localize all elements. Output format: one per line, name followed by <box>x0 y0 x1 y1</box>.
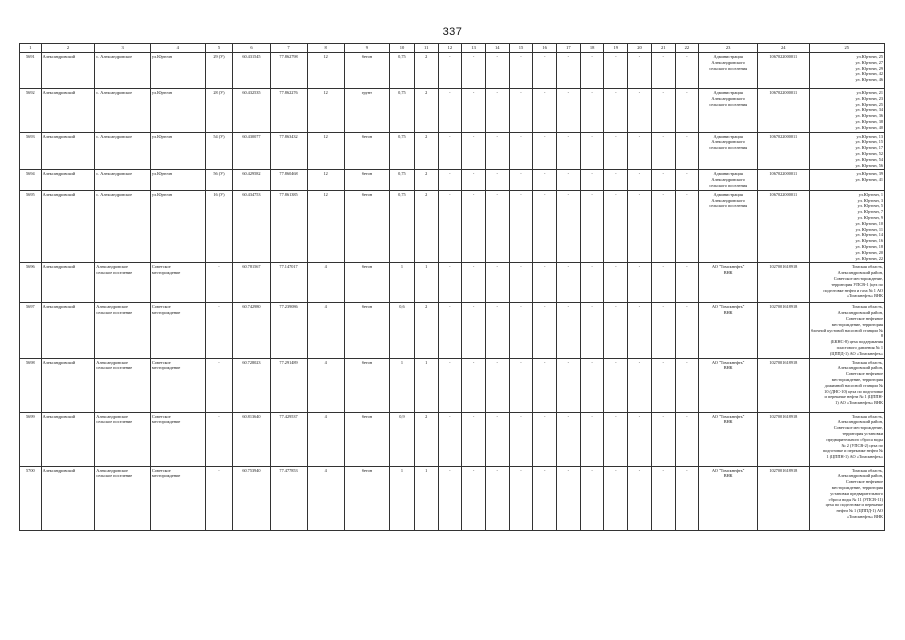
table-cell: - <box>580 170 604 190</box>
table-cell: - <box>557 132 581 170</box>
table-cell: - <box>462 132 486 170</box>
table-cell: 1 <box>390 358 415 412</box>
page-number: 337 <box>442 26 463 38</box>
table-cell: - <box>462 412 486 466</box>
table-cell: - <box>675 89 699 133</box>
table-cell: - <box>675 466 699 530</box>
table-cell: бетон <box>344 358 389 412</box>
table-cell: 4 <box>307 303 344 358</box>
table-cell: 5695 <box>20 190 42 263</box>
table-cell: ул.Юрточн, 1 ул. Юрточн, 3 ул. Юрточн, 5 ул. Юрточн, 7 ул. Юрточн, 9 ул. Юрточн, 10 ул. Юрточн, 11 ул. Юрточн, 14 ул. Юрточн, 16 ул. Юрточн, 18 ул. Юрточн, 20 ул. Юрточн, 22 <box>809 190 884 263</box>
table-cell: - <box>675 412 699 466</box>
table-cell: 77.291489 <box>270 358 307 412</box>
table-cell: 1067022000011 <box>758 170 810 190</box>
header-cell-13: 13 <box>462 44 486 53</box>
table-cell: 1027001618918 <box>758 263 810 303</box>
table-cell: 5697 <box>20 303 42 358</box>
table-cell: 77.862276 <box>270 89 307 133</box>
table-cell: 60.432535 <box>233 89 270 133</box>
table-cell: 12 <box>307 89 344 133</box>
table-cell: с. Александровское <box>95 89 151 133</box>
table-cell: 1027001618918 <box>758 466 810 530</box>
table-cell: Администрация Александровского сельского поселения <box>699 132 758 170</box>
table-cell: - <box>604 466 628 530</box>
table-cell: АО "Томскнефть" ВНК <box>699 358 758 412</box>
table-cell: 54 (У) <box>205 132 233 170</box>
table-cell: - <box>628 412 652 466</box>
table-cell: - <box>651 53 675 89</box>
table-row <box>20 466 885 530</box>
table-cell: - <box>651 358 675 412</box>
table-cell: - <box>675 303 699 358</box>
table-cell: Александровский <box>41 190 95 263</box>
table-cell: - <box>485 53 509 89</box>
table-cell: 2 <box>414 89 438 133</box>
header-cell-17: 17 <box>557 44 581 53</box>
table-cell: Советское месторождение <box>150 303 205 358</box>
table-cell: - <box>462 170 486 190</box>
table-cell: - <box>628 170 652 190</box>
table-cell: - <box>580 89 604 133</box>
table-cell: - <box>651 132 675 170</box>
header-cell-25: 25 <box>809 44 884 53</box>
table-cell: Александровский <box>41 466 95 530</box>
table-row <box>20 412 885 466</box>
table-cell: - <box>533 170 557 190</box>
table-cell: - <box>462 466 486 530</box>
table-cell: Александровский <box>41 303 95 358</box>
table-cell: 0,75 <box>390 89 415 133</box>
table-cell: 29 (У) <box>205 53 233 89</box>
table-cell: 2 <box>414 170 438 190</box>
table-cell: Томская область, Александровский район, Советское месторождение, территория УПСВ-1 (цех по подготовке нефти и газа № 1 АО «Томскнефть» ВНК <box>809 263 884 303</box>
table-cell: - <box>580 132 604 170</box>
table-cell: - <box>485 263 509 303</box>
table-cell: бетон <box>344 466 389 530</box>
table-cell: - <box>485 170 509 190</box>
table-cell: Александровское сельское поселение <box>95 466 151 530</box>
table-cell: - <box>580 263 604 303</box>
header-row <box>20 44 885 53</box>
header-cell-21: 21 <box>651 44 675 53</box>
table-cell: 1 <box>390 466 415 530</box>
table-cell: Александровский <box>41 132 95 170</box>
table-cell: 5699 <box>20 412 42 466</box>
table-cell: - <box>438 89 462 133</box>
table-cell: 16 (У) <box>205 190 233 263</box>
table-cell: Александровский <box>41 170 95 190</box>
register-table <box>19 43 885 531</box>
table-cell: ул.Юрточн <box>150 170 205 190</box>
table-cell: ул.Юрточн, 13 ул. Юрточн, 15 ул. Юрточн, 17 ул. Юрточн, 52 ул. Юрточн, 54 ул. Юрточн, 56 <box>809 132 884 170</box>
table-cell: - <box>509 53 533 89</box>
table-cell: - <box>205 358 233 412</box>
table-cell: 60.434753 <box>233 190 270 263</box>
table-cell: - <box>462 358 486 412</box>
table-cell: - <box>651 190 675 263</box>
table-body <box>20 53 885 530</box>
table-cell: с. Александровское <box>95 190 151 263</box>
header-cell-15: 15 <box>509 44 533 53</box>
table-cell: 0,75 <box>390 132 415 170</box>
table-cell: - <box>675 190 699 263</box>
table-cell: Администрация Александровского сельского поселения <box>699 53 758 89</box>
table-cell: - <box>651 89 675 133</box>
table-cell: 77.860468 <box>270 170 307 190</box>
table-cell: 2 <box>414 303 438 358</box>
table-cell: - <box>651 466 675 530</box>
table-cell: 77.429537 <box>270 412 307 466</box>
table-cell: 77.147017 <box>270 263 307 303</box>
table-cell: - <box>533 263 557 303</box>
table-cell: бетон <box>344 53 389 89</box>
table-cell: - <box>485 89 509 133</box>
table-cell: - <box>438 132 462 170</box>
table-cell: Советское месторождение <box>150 358 205 412</box>
table-cell: 77.863432 <box>270 132 307 170</box>
table-cell: 60.728023 <box>233 358 270 412</box>
table-cell: 12 <box>307 132 344 170</box>
table-cell: - <box>628 89 652 133</box>
table-cell: 60.429582 <box>233 170 270 190</box>
table-cell: 2 <box>414 190 438 263</box>
table-cell: Советское месторождение <box>150 412 205 466</box>
table-cell: - <box>557 358 581 412</box>
table-cell: Александровское сельское поселение <box>95 412 151 466</box>
table-cell: - <box>438 412 462 466</box>
table-cell: - <box>580 358 604 412</box>
table-cell: ул.Юрточн, 21 ул. Юрточн, 23 ул. Юрточн, 25 ул. Юрточн, 34 ул. Юрточн, 36 ул. Юрточн, 38 ул. Юрточн, 40 <box>809 89 884 133</box>
table-cell: Томская область, Александровский район, Советское нефтяное месторождение, территория дожимной насосной станции № 10 (ДНС-10) цеха по подготовке и перекачке нефти № 1 (ЦППН- 1) АО «Томскнефть» ВНК <box>809 358 884 412</box>
table-cell: - <box>509 412 533 466</box>
table-cell: - <box>533 190 557 263</box>
header-cell-24: 24 <box>758 44 810 53</box>
table-cell: Администрация Александровского сельского поселения <box>699 170 758 190</box>
table-cell: бетон <box>344 170 389 190</box>
header-cell-5: 5 <box>205 44 233 53</box>
table-cell: - <box>509 170 533 190</box>
table-cell: бетон <box>344 412 389 466</box>
table-cell: 1027001618918 <box>758 303 810 358</box>
header-cell-12: 12 <box>438 44 462 53</box>
table-cell: 5696 <box>20 263 42 303</box>
table-cell: 5693 <box>20 132 42 170</box>
header-cell-2: 2 <box>41 44 95 53</box>
table-cell: - <box>509 89 533 133</box>
table-cell: 77.477853 <box>270 466 307 530</box>
table-cell: - <box>675 263 699 303</box>
header-cell-7: 7 <box>270 44 307 53</box>
table-row <box>20 89 885 133</box>
table-cell: - <box>651 263 675 303</box>
table-cell: Администрация Александровского сельского поселения <box>699 190 758 263</box>
table-cell: 12 <box>307 53 344 89</box>
table-cell: - <box>604 303 628 358</box>
table-cell: - <box>651 303 675 358</box>
table-cell: - <box>438 466 462 530</box>
header-cell-22: 22 <box>675 44 699 53</box>
table-cell: - <box>580 466 604 530</box>
table-cell: ул.Юрточн <box>150 190 205 263</box>
table-cell: бетон <box>344 190 389 263</box>
header-cell-18: 18 <box>580 44 604 53</box>
table-cell: - <box>438 170 462 190</box>
table-cell: ул.Юрточн <box>150 132 205 170</box>
table-cell: АО "Томскнефть" ВНК <box>699 466 758 530</box>
table-cell: - <box>628 263 652 303</box>
table-cell: - <box>438 358 462 412</box>
table-cell: 60.753940 <box>233 466 270 530</box>
header-cell-20: 20 <box>628 44 652 53</box>
table-cell: - <box>485 303 509 358</box>
table-cell: 1027001618918 <box>758 412 810 466</box>
table-cell: - <box>604 170 628 190</box>
table-cell: - <box>509 466 533 530</box>
table-cell: - <box>580 190 604 263</box>
table-cell: 5691 <box>20 53 42 89</box>
table-row <box>20 303 885 358</box>
table-cell: - <box>533 466 557 530</box>
table-cell: - <box>557 263 581 303</box>
table-cell: - <box>533 89 557 133</box>
table-cell: 4 <box>307 263 344 303</box>
table-cell: АО "Томскнефть" ВНК <box>699 303 758 358</box>
table-cell: 60.431545 <box>233 53 270 89</box>
table-cell: - <box>557 412 581 466</box>
header-cell-4: 4 <box>150 44 205 53</box>
table-cell: - <box>462 53 486 89</box>
table-cell: - <box>628 358 652 412</box>
table-cell: 2 <box>414 53 438 89</box>
table-cell: АО "Томскнефть" ВНК <box>699 263 758 303</box>
table-cell: - <box>628 190 652 263</box>
table-cell: бетон <box>344 132 389 170</box>
table-cell: 60.742980 <box>233 303 270 358</box>
table-cell: - <box>462 190 486 263</box>
table-cell: - <box>628 466 652 530</box>
table-cell: - <box>485 466 509 530</box>
table-cell: 5694 <box>20 170 42 190</box>
table-cell: - <box>509 358 533 412</box>
table-cell: - <box>604 53 628 89</box>
table-cell: - <box>628 132 652 170</box>
table-cell: - <box>580 53 604 89</box>
table-cell: - <box>462 263 486 303</box>
table-cell: - <box>438 53 462 89</box>
table-cell: ул.Юрточн <box>150 53 205 89</box>
table-cell: Александровский <box>41 358 95 412</box>
table-cell: 5698 <box>20 358 42 412</box>
table-cell: - <box>485 190 509 263</box>
table-cell: 1067022000011 <box>758 53 810 89</box>
table-cell: 77.861385 <box>270 190 307 263</box>
table-cell: - <box>628 303 652 358</box>
table-cell: 4 <box>307 466 344 530</box>
table-cell: - <box>675 132 699 170</box>
header-cell-10: 10 <box>390 44 415 53</box>
header-cell-3: 3 <box>95 44 151 53</box>
table-cell: 5692 <box>20 89 42 133</box>
table-cell: - <box>557 170 581 190</box>
table-cell: Александровский <box>41 412 95 466</box>
table-cell: - <box>604 263 628 303</box>
table-cell: 60.781567 <box>233 263 270 303</box>
table-cell: Администрация Александровского сельского поселения <box>699 89 758 133</box>
header-cell-9: 9 <box>344 44 389 53</box>
table-row <box>20 170 885 190</box>
header-cell-16: 16 <box>533 44 557 53</box>
table-cell: - <box>485 358 509 412</box>
table-cell: 1067022000011 <box>758 190 810 263</box>
header-cell-23: 23 <box>699 44 758 53</box>
table-cell: Александровский <box>41 89 95 133</box>
table-cell: - <box>628 53 652 89</box>
table-cell: 0,6 <box>390 303 415 358</box>
table-cell: Александровский <box>41 263 95 303</box>
table-cell: - <box>580 412 604 466</box>
table-cell: - <box>205 263 233 303</box>
table-cell: - <box>485 412 509 466</box>
table-cell: - <box>557 190 581 263</box>
table-cell: Александровское сельское поселение <box>95 358 151 412</box>
table-cell: - <box>533 412 557 466</box>
table-cell: 28 (У) <box>205 89 233 133</box>
header-cell-8: 8 <box>307 44 344 53</box>
table-cell: 0,75 <box>390 190 415 263</box>
table-cell: 0,75 <box>390 53 415 89</box>
table-cell: - <box>557 53 581 89</box>
table-cell: - <box>651 412 675 466</box>
table-cell: с. Александровское <box>95 132 151 170</box>
table-cell: 1027001618918 <box>758 358 810 412</box>
table-cell: Советское месторождение <box>150 263 205 303</box>
table-cell: 1067022000011 <box>758 132 810 170</box>
header-cell-14: 14 <box>485 44 509 53</box>
table-cell: бетон <box>344 303 389 358</box>
table-cell: 12 <box>307 170 344 190</box>
table-cell: - <box>509 190 533 263</box>
table-cell: - <box>580 303 604 358</box>
table-cell: - <box>604 190 628 263</box>
table-cell: - <box>557 89 581 133</box>
table-cell: - <box>675 53 699 89</box>
table-cell: грунт <box>344 89 389 133</box>
table-cell: 1 <box>390 263 415 303</box>
table-cell: 2 <box>414 412 438 466</box>
table-cell: - <box>462 89 486 133</box>
table-cell: 77.862798 <box>270 53 307 89</box>
table-cell: 4 <box>307 358 344 412</box>
table-cell: с. Александровское <box>95 53 151 89</box>
table-cell: 77.239086 <box>270 303 307 358</box>
table-cell: 60.430077 <box>233 132 270 170</box>
table-cell: - <box>509 132 533 170</box>
table-cell: - <box>438 303 462 358</box>
table-cell: - <box>651 170 675 190</box>
table-cell: - <box>604 89 628 133</box>
table-row <box>20 358 885 412</box>
table-row <box>20 132 885 170</box>
table-cell: - <box>675 358 699 412</box>
table-row <box>20 53 885 89</box>
table-cell: - <box>205 303 233 358</box>
header-cell-6: 6 <box>233 44 270 53</box>
table-cell: ул.Юрточн, 25 ул. Юрточн, 27 ул. Юрточн, 29 ул. Юрточн, 42 ул. Юрточн, 46 <box>809 53 884 89</box>
table-cell: Александровское сельское поселение <box>95 303 151 358</box>
header-cell-1: 1 <box>20 44 42 53</box>
table-cell: - <box>438 263 462 303</box>
table-cell: 1 <box>414 466 438 530</box>
table-cell: 1 <box>414 358 438 412</box>
table-cell: 56 (У) <box>205 170 233 190</box>
table-cell: 0,9 <box>390 412 415 466</box>
table-cell: - <box>205 466 233 530</box>
table-cell: 1 <box>414 263 438 303</box>
table-cell: 12 <box>307 190 344 263</box>
table-cell: - <box>533 358 557 412</box>
table-cell: - <box>533 303 557 358</box>
table-cell: АО "Томскнефть" ВНК <box>699 412 758 466</box>
header-cell-11: 11 <box>414 44 438 53</box>
table-cell: Александровское сельское поселение <box>95 263 151 303</box>
table-cell: Советское месторождение <box>150 466 205 530</box>
table-cell: - <box>604 412 628 466</box>
table-cell: - <box>533 132 557 170</box>
table-cell: ул.Юрточн <box>150 89 205 133</box>
table-row <box>20 263 885 303</box>
table-cell: - <box>557 466 581 530</box>
table-cell: - <box>557 303 581 358</box>
table-cell: - <box>205 412 233 466</box>
table-cell: 5700 <box>20 466 42 530</box>
table-cell: 1067022000011 <box>758 89 810 133</box>
table-cell: Томская область, Александровский район, Советское нефтяное месторождение, территория установки предварительного сброса воды № 11 (УПСВ-11) цеха по подготовке и перекачке нефти № 1 (ЦППД-1) АО «Томскнефть» ВНК <box>809 466 884 530</box>
table-row <box>20 190 885 263</box>
table-cell: ул.Юрточн, 39 ул. Юрточн, 41 <box>809 170 884 190</box>
table-cell: - <box>675 170 699 190</box>
table-cell: - <box>533 53 557 89</box>
table-cell: бетон <box>344 263 389 303</box>
table-cell: - <box>509 303 533 358</box>
table-cell: Томская область, Александровский район, Советское нефтяное месторождение, территория блочной кустовой насосной станции № 8 (БКНС-8) цеха поддержания пластового давления № 1 (ЦППД-1) АО «Томскнефть» <box>809 303 884 358</box>
table-cell: Томская область, Александровский район, Советское месторождение, территория установки предварительного сброса воды № 2 (УПСВ-2) цеха по подготовке и перекачке нефти № 1 (ЦППН-1) АО «Томскнефть» <box>809 412 884 466</box>
table-cell: 2 <box>414 132 438 170</box>
table-cell: 4 <box>307 412 344 466</box>
table-cell: - <box>485 132 509 170</box>
table-cell: 60.813640 <box>233 412 270 466</box>
table-cell: - <box>604 358 628 412</box>
table-cell: Александровский <box>41 53 95 89</box>
table-cell: - <box>438 190 462 263</box>
table-cell: 0,75 <box>390 170 415 190</box>
table-cell: - <box>462 303 486 358</box>
header-cell-19: 19 <box>604 44 628 53</box>
table-cell: с. Александровское <box>95 170 151 190</box>
table-cell: - <box>604 132 628 170</box>
table-cell: - <box>509 263 533 303</box>
